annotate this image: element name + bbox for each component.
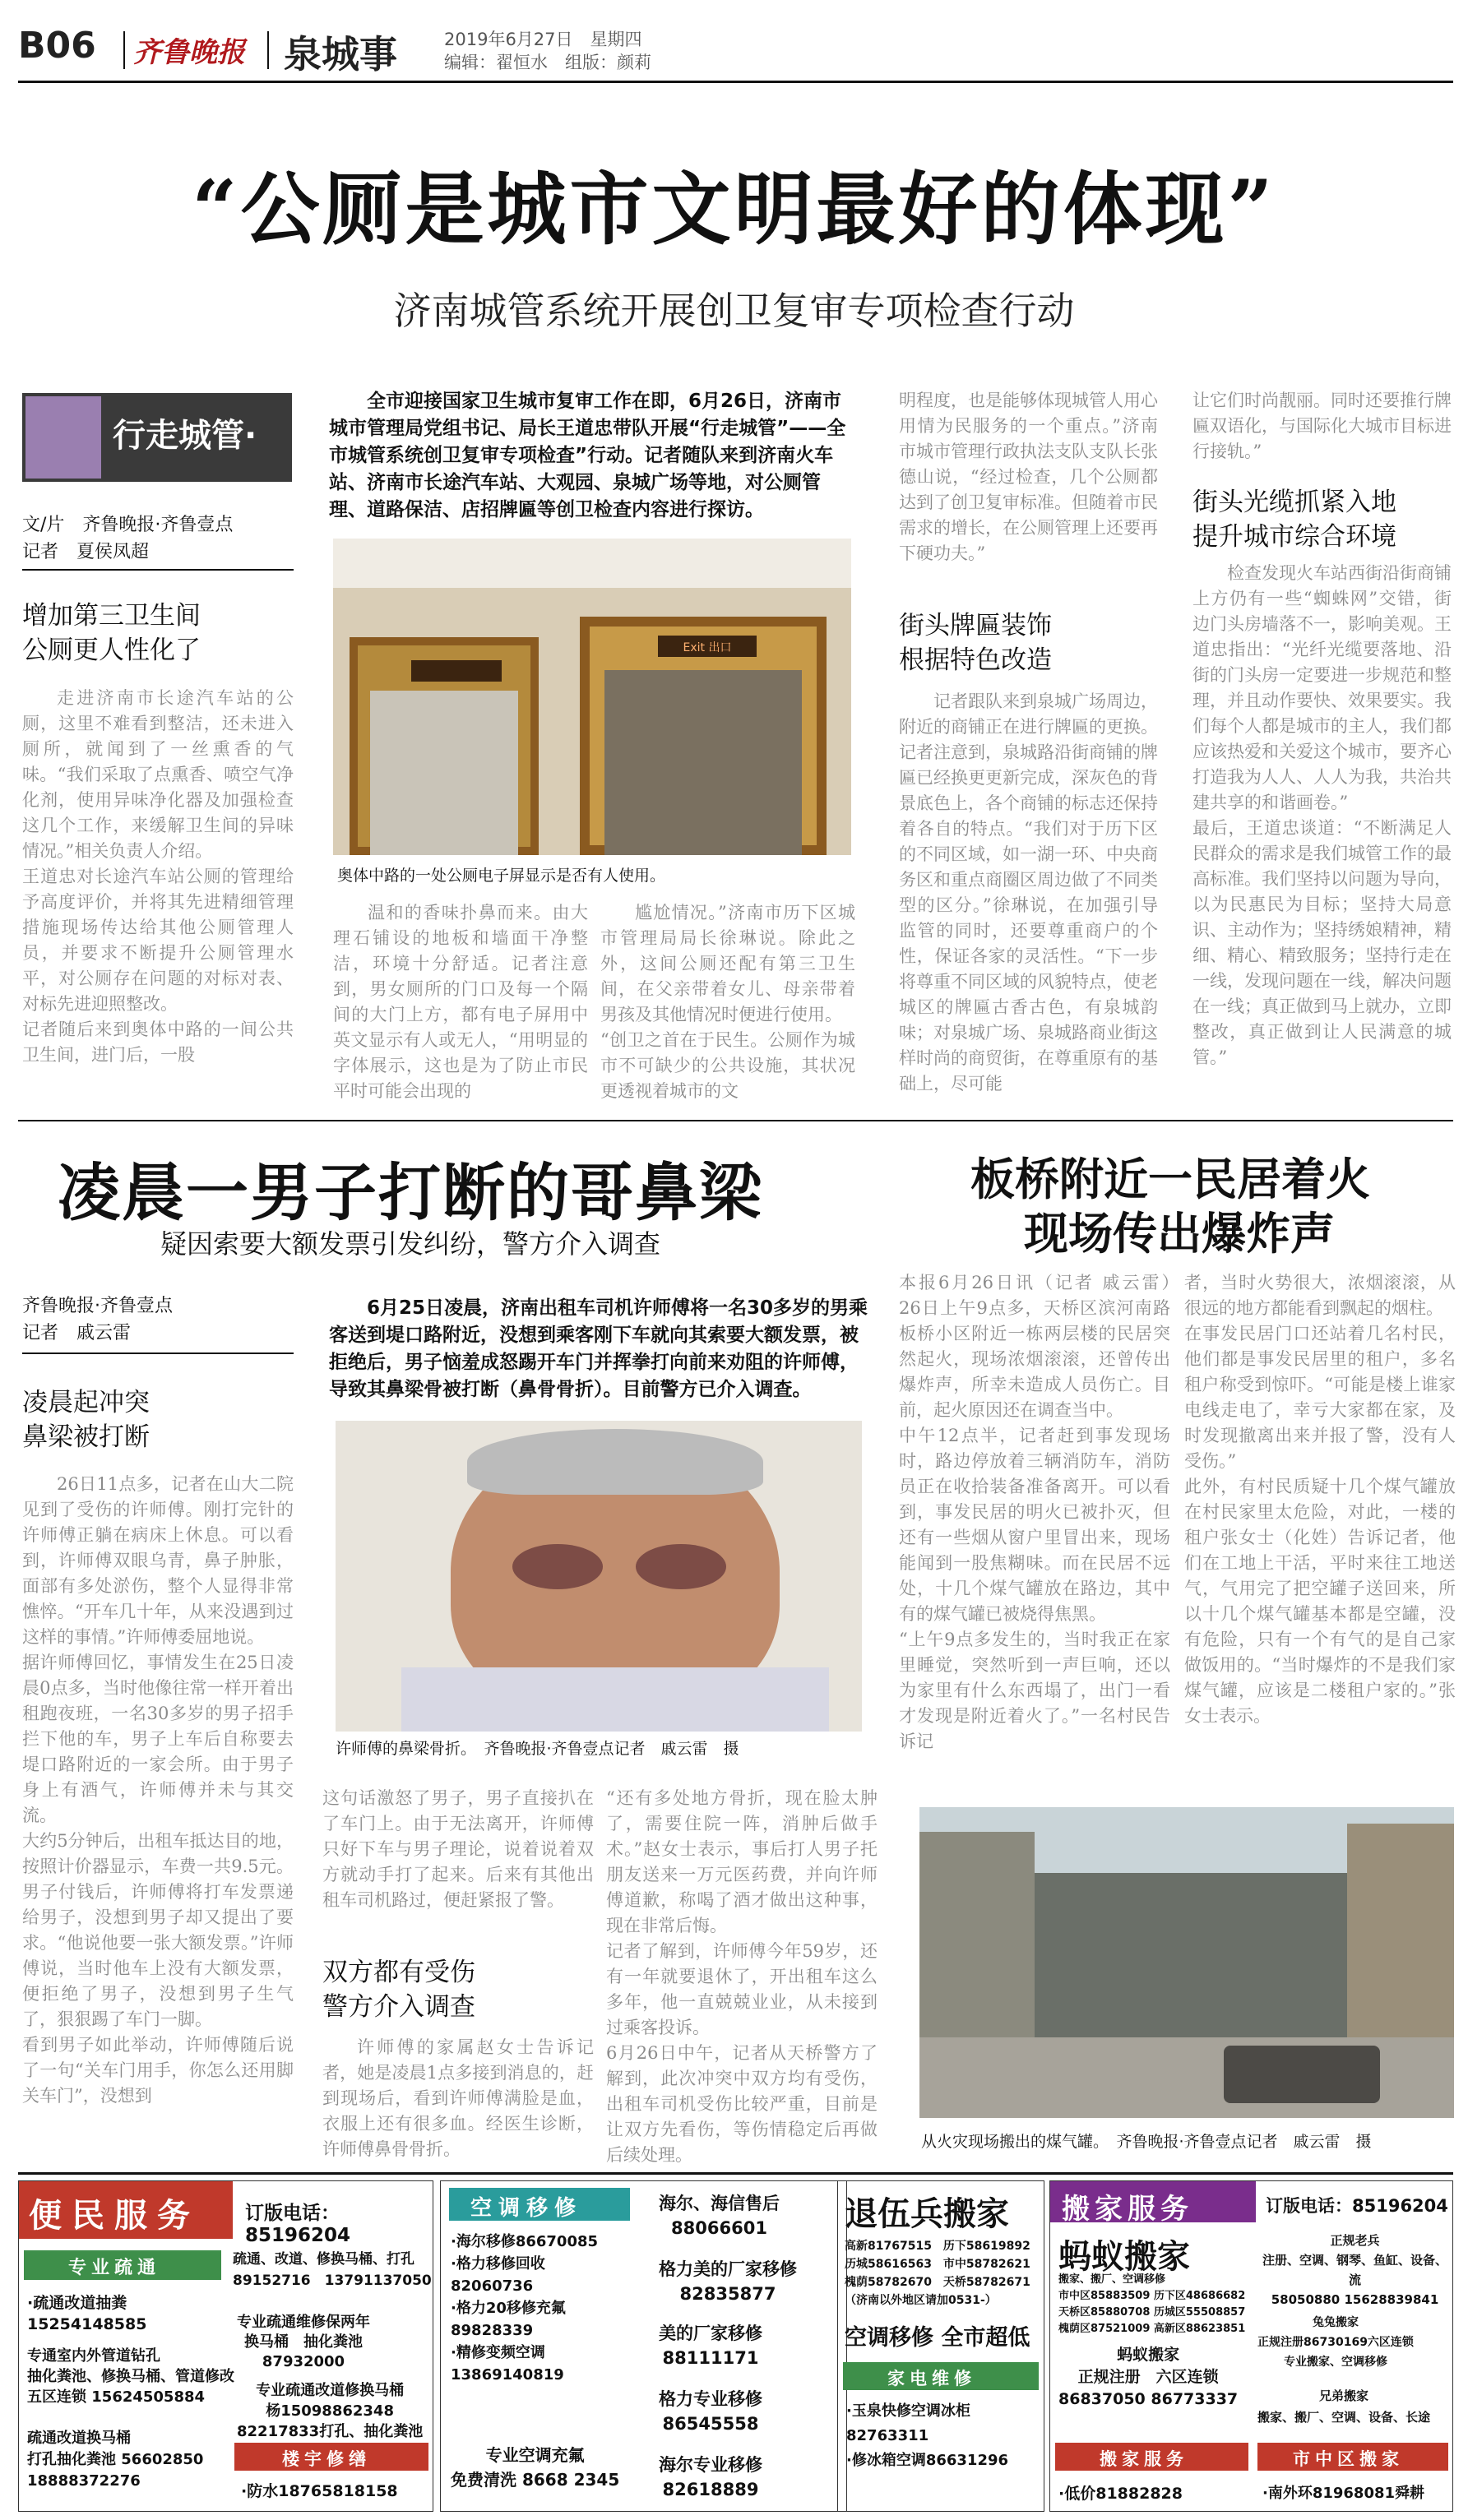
- ad-bianmin-2: 专通室内外管道钻孔 抽化粪池、修换马桶、管道修改 五区连锁 15624505884: [27, 2347, 234, 2406]
- ad-kongtiao-4: 格力美的厂家移修 82835877: [659, 2259, 797, 2304]
- ad-bianmin-1: ·疏通改道抽粪 15254148585: [27, 2294, 147, 2333]
- ad-tuiwu-3: 空调移修 全市超低: [845, 2325, 1030, 2351]
- ad-kongtiao-6: 格力专业移修 86545558: [659, 2389, 762, 2434]
- ad-kongtiao-5: 美的厂家移修 88111171: [659, 2323, 762, 2368]
- story2-col2a: 这句话激怒了男子，男子直接扒在了车门上。由于无法离开，许师傅只好下车与男子理论，说着说着双方就动手打了起来。后来有其他出租车司机路过，便赶紧报了警。: [322, 1788, 594, 1910]
- photo-bruise-left: [512, 1544, 603, 1589]
- ad-kongtiao-3: 海尔、海信售后 88066601: [659, 2194, 780, 2238]
- ad-kongtiao-title: 空调移修: [470, 2196, 583, 2221]
- ad-tuiwu: [837, 2180, 1044, 2512]
- story2-subheadline: 疑因索要大额发票引发纠纷，警方介入调查: [160, 1228, 661, 1260]
- ad-tuiwu-title: 退伍兵搬家: [845, 2195, 1009, 2233]
- column-tag-photo: [25, 396, 101, 479]
- ad-bianmin-title: 便民服务: [29, 2197, 200, 2235]
- story2-subhead-1: 凌晨起冲突 鼻梁被打断: [22, 1388, 150, 1452]
- photo-exit-sign: Exit 出口: [683, 641, 732, 654]
- story2-col1: 26日11点多，记者在山大二院见到了受伤的许师傅。刚打完针的许师傅正躺在病床上休息。可以看到，许师傅双眼乌青，鼻子肿胀，面部有多处淤伤，整个人显得非常憔悴。“开车几十年，从来没遇到过这样的事情。”许师傅委屈地说。 据许师傅回忆，事情发生在25日凌晨0点多，当时他像往常一样开着出租跑夜班，一名30多岁的男子招手拦下他的车，男子上车后自称要去堤口路附近的一家会所。由于男子身上有酒气，许师傅并未与其交流。 大约5分钟后，出租车抵达目的地，按照计价器显示，车费一共9.5元。男子付钱后，许师傅将打车发票递给男子，没想到男子却又提出了要求。“他说他要一张大额发票。”许师傅说，当时他车上没有大额发票，便拒绝了男子，没想到男子生气了，狠狠踢了车门一脚。 看到男子如此举动，许师傅随后说了一句“关车门用手，你怎么还用脚关车门”，没想到: [22, 1474, 294, 2106]
- story1-col4a: 明程度，也是能够体现城管人用心用情为民服务的一个重点。”济南市城市管理行政执法支队支队长张德山说，“经过检查，几个公厕都达到了创卫复审标准。但随着市民需求的增长，在公厕管理上还要再下硬功夫。”: [899, 391, 1158, 563]
- ad-banjia-5: 正规老兵 注册、空调、钢琴、鱼缸、设备、流 58050880 15628839841: [1262, 2233, 1447, 2307]
- story2-col3: “还有多处地方骨折，现在脸太肿了，需要住院一阵，消肿后做手术。”赵女士表示，事后打人男子托朋友送来一万元医药费，并向许师傅道歉，称喝了酒才做出这种事，现在非常后悔。 记者了解到，许师傅今年59岁，还有一年就要退休了，开出租车这么多年，他一直兢兢业业，从未接到过乘客投诉。 6月26日中午，记者从天桥警方了解到，此次冲突中双方均有受伤，出租车司机受伤比较严重，目前是让双方先看伤，等伤情稳定后再做后续处理。: [606, 1788, 878, 2165]
- page-number: B06: [18, 25, 96, 67]
- story-divider: [18, 1120, 1453, 1121]
- editor-line: 编辑：翟恒水 组版：颜莉: [444, 53, 651, 72]
- story2-photo: [336, 1421, 862, 1732]
- photo-ceiling: [333, 539, 851, 588]
- photo-glass: [370, 691, 518, 855]
- story2-byline-rule: [22, 1352, 294, 1354]
- photo-glass-2: [604, 670, 802, 855]
- paper-logo: 齐鲁晚报: [133, 36, 245, 69]
- story2-col2b: 许师傅的家属赵女士告诉记者，她是凌晨1点多接到消息的，赶到现场后，看到许师傅满脸是血，衣服上还有很多血。经医生诊断，许师傅鼻骨骨折。: [322, 2037, 594, 2159]
- ad-bianmin-6: 专业疏通改道修换马桶 杨15098862348 82217833打孔、抽化粪池: [237, 2382, 424, 2440]
- story1-headline: “公厕是城市文明最好的体现”: [192, 163, 1276, 256]
- story3-headline-2: 现场传出爆炸声: [1024, 1207, 1335, 1260]
- header-divider-2: [267, 31, 269, 69]
- story2-subhead-2: 双方都有受伤 警方介入调查: [322, 1958, 475, 2022]
- story1-col5a: 让它们时尚靓丽。同时还要推行牌匾双语化，与国际化大城市目标进行接轨。”: [1192, 391, 1452, 461]
- issue-date: 2019年6月27日 星期四: [444, 30, 642, 49]
- story1-subhead-1: 增加第三卫生间 公厕更人性化了: [22, 601, 201, 665]
- story2-byline-2: 记者 戚云雷: [22, 1323, 132, 1343]
- ad-banjia: [1049, 2180, 1453, 2512]
- ad-bianmin-3: 疏通改道换马桶 打孔抽化粪池 56602850 18888372276: [27, 2430, 204, 2490]
- ad-banjia-6: 兔兔搬家 正规注册86730169六区连锁 专业搬家、空调移修: [1257, 2316, 1414, 2369]
- ad-banjia-4: ·低价81882828: [1058, 2485, 1183, 2503]
- ad-bianmin-7: ·防水18765818158: [241, 2482, 398, 2500]
- photo-bruise-right: [636, 1544, 726, 1589]
- story1-byline-2: 记者 夏侯凤超: [22, 542, 150, 562]
- story1-col1: 走进济南市长途汽车站的公厕，这里不难看到整洁，还未进入厕所，就闻到了一丝熏香的气味。“我们采取了点熏香、喷空气净化剂，使用异味净化器及加强检查这几个工作，来缓解卫生间的异味情况。”相关负责人介绍。 王道忠对长途汽车站公厕的管理给予高度评价，并将其先进精细管理措施现场传达给其他公厕管理人员，并要求不断提升公厕管理水平，对公厕存在问题的对标对表、对标先进迎照整改。 记者随后来到奥体中路的一间公共卫生间，进门后，一股: [22, 688, 294, 1065]
- story2-headline: 凌晨一男子打断的哥鼻梁: [58, 1156, 763, 1229]
- story1-col3: 尴尬情况。”济南市历下区城市管理局局长徐琳说。除此之外，这间公厕还配有第三卫生间，在父亲带着女儿、母亲带着男孩及其他情况时便进行使用。 “创卫之首在于民生。公厕作为城市不可缺少的公共设施，其状况更透视着城市的文: [600, 903, 855, 1101]
- story3-photo: [919, 1807, 1454, 2118]
- ad-tuiwu-2: 高新81767515 历下58619892 历城58616563 市中58782621 槐荫58782670 天桥58782671 （济南以外地区请加0531-）: [845, 2240, 1030, 2307]
- story3-photo-caption: 从火灾现场搬出的煤气罐。 齐鲁晚报·齐鲁壹点记者 戚云雷 摄: [921, 2133, 1372, 2151]
- photo-hair: [467, 1429, 763, 1495]
- story3-col1: 本报6月26日讯（记者 戚云雷） 26日上午9点多，天桥区滨河南路板桥小区附近一栋两层楼的民居突然起火，现场浓烟滚滚，还曾传出爆炸声，所幸未造成人员伤亡。目前，起火原因还在调查当中。 中午12点半，记者赶到事发现场时，路边停放着三辆消防车，消防员正在收拾装备准备离开。可以看到，事发民居的明火已被扑灭，但还有一些烟从窗户里冒出来，现场能闻到一股焦糊味。而在民居不远处，十几个煤气罐放在路边，其中有的煤气罐已被烧得焦黑。 “上午9点多发生的，当时我正在家里睡觉，突然听到一声巨响，还以为家里有什么东西塌了，出门一看才发现是附近着火了。”一名村民告诉记: [899, 1273, 1170, 1751]
- ad-bianmin: [18, 2180, 433, 2512]
- ad-kongtiao: [440, 2180, 847, 2512]
- story1-col5b: 检查发现火车站西街沿街商铺上方仍有一些“蜘蛛网”交错，街边门头房墙落不一，影响美观。王道忠指出：“光纤光缆要落地、沿街的门头房一定要进一步规范和整理，并且动作要快、效果要实。我们每个人都是城市的主人，我们都应该热爱和关爱这个城市，要齐心打造我为人人、人人为我，共治共建共享的和谐画卷。” 最后，王道忠谈道：“不断满足人民群众的需求是我们城管工作的最高标准。我们坚持以问题为导向，以为民惠民为目标；坚持大局意识、主动作为；坚持绣娘精神，精细、精心、精致服务；坚持行走在一线，发现问题在一线，解决问题在一线；真正做到马上就办，立即整改，真正做到让人民满意的城管。”: [1192, 563, 1452, 1067]
- header-divider: [123, 31, 125, 69]
- ad-bianmin-phone: 订版电话：85196204: [245, 2203, 351, 2246]
- story1-subhead-2: 街头牌匾装饰 根据特色改造: [899, 611, 1052, 675]
- ad-banjia-cat: 搬家服务: [1100, 2449, 1188, 2469]
- ad-banjia-phone: 订版电话：85196204: [1266, 2196, 1448, 2216]
- ad-tuiwu-cat: 家电维修: [887, 2369, 976, 2388]
- ad-banjia-cat2: 市中区搬家: [1293, 2449, 1404, 2469]
- story3-headline-1: 板桥附近一民居着火: [970, 1153, 1370, 1205]
- story2-photo-caption: 许师傅的鼻梁骨折。 齐鲁晚报·齐鲁壹点记者 戚云雷 摄: [336, 1740, 739, 1758]
- ad-tuiwu-4: ·玉泉快修空调冰柜 82763311 ·修冰箱空调86631296: [846, 2402, 1009, 2469]
- ad-banjia-2: 搬家、搬厂、空调移修 市中区85883509 历下区48686682 天桥区85880708 历城区55508857 槐荫区87521009 高新区88623851: [1058, 2273, 1246, 2335]
- story1-subhead-3: 街头光缆抓紧入地 提升城市综合环境: [1192, 488, 1396, 552]
- ad-banjia-title: 搬家服务: [1062, 2193, 1193, 2226]
- column-tag: [22, 393, 292, 482]
- ad-kongtiao-2: 专业空调充氟 免费清洗 8668 2345: [451, 2445, 620, 2490]
- ad-bianmin-cat: 专业疏通: [68, 2258, 161, 2278]
- photo-tanks: [1224, 2046, 1380, 2103]
- story3-col2: 者，当时火势很大，浓烟滚滚，从很远的地方都能看到飘起的烟柱。 在事发民居门口还站着几名村民，他们都是事发民居里的租户，多名租户称受到惊吓。“可能是楼上谁家电线走电了，幸亏大家都在家，及时发现撤离出来并报了警，没有人受伤。” 此外，有村民质疑十几个煤气罐放在村民家里太危险，对此，一楼的租户张女士（化姓）告诉记者，他们在工地上干活，平时来往工地送气，气用完了把空罐子送回来，所以十几个煤气罐基本都是空罐，没有危险，只有一个有气的是自己家做饭用的。“当时爆炸的不是我们家煤气罐，应该是二楼租户家的。”张女士表示。: [1184, 1273, 1456, 1726]
- ads-top-rule: [18, 2172, 1453, 2175]
- ad-banjia-1: 蚂蚁搬家: [1058, 2238, 1190, 2276]
- ad-banjia-7: 兄弟搬家 搬家、搬厂、空调、设备、长途: [1257, 2388, 1431, 2425]
- ad-kongtiao-1: ·海尔移修86670085 ·格力移修回收 82060736 ·格力20移修充氟 89828339 ·精修变频空调 13869140819: [451, 2233, 599, 2384]
- story1-photo: [333, 539, 851, 855]
- story1-byline-1: 文/片 齐鲁晚报·齐鲁壹点: [22, 515, 234, 535]
- story1-col2: 温和的香味扑鼻而来。由大理石铺设的地板和墙面干净整洁，环境十分舒适。记者注意到，男女厕所的门口及每一个隔间的大门上方，都有电子屏用中英文显示有人或无人，“用明显的字体展示，这也是为了防止市民平时可能会出现的: [333, 903, 588, 1101]
- section-title: 泉城事: [284, 32, 397, 76]
- column-tag-text: 行走城管·: [113, 417, 257, 455]
- story1-subheadline: 济南城管系统开展创卫复审专项检查行动: [393, 289, 1075, 333]
- story1-col4b: 记者跟队来到泉城广场周边，附近的商铺正在进行牌匾的更换。记者注意到，泉城路沿街商铺的牌匾已经换更更新完成，深灰色的背景底色上，各个商铺的标志还保持着各自的特点。“我们对于历下区的不同区域，如一湖一环、中央商务区和重点商圈区周边做了不同类型的区分。”徐琳说，在加强引导监管的同时，还要尊重商户的个性，保证各家的灵活性。“下一步将尊重不同区域的风貌特点，使老城区的牌匾古香古色，有泉城韵味；对泉城广场、泉城路商业街这样时尚的商贸街，在尊重原有的基础上，尽可能: [899, 691, 1158, 1094]
- story1-photo-caption: 奥体中路的一处公厕电子屏显示是否有人使用。: [337, 867, 666, 885]
- ad-bianmin-5: 专业疏通维修保两年 换马桶 抽化粪池 87932000: [237, 2314, 370, 2370]
- ad-banjia-3: 蚂蚁搬家 正规注册 六区连锁 86837050 86773337: [1058, 2346, 1239, 2408]
- ad-bianmin-4: 疏通、改道、修换马桶、打孔 89152716 13791137050: [233, 2251, 432, 2289]
- byline-rule: [22, 569, 294, 571]
- story2-lead: 6月25日凌晨，济南出租车司机许师傅将一名30多岁的男乘客送到堤口路附近，没想到乘客刚下车就向其索要大额发票，被拒绝后，男子恼羞成怒踢开车门并挥拳打向前来劝阻的许师傅，导致其鼻梁骨被打断（鼻骨骨折）。目前警方已介入调查。: [329, 1297, 868, 1400]
- story2-byline-1: 齐鲁晚报·齐鲁壹点: [22, 1296, 173, 1316]
- photo-sign-1: [411, 660, 502, 682]
- ad-bianmin-cat2: 楼宇修缮: [282, 2449, 371, 2469]
- story1-lead: 全市迎接国家卫生城市复审工作在即，6月26日，济南市城市管理局党组书记、局长王道忠带队开展“行走城管”——全市城管系统创卫复审专项检查”行动。记者随队来到济南火车站、济南市长途汽车站、大观园、泉城广场等地，对公厕管理、道路保洁、店招牌匾等创卫检查内容进行探访。: [329, 391, 846, 520]
- photo-shirt: [401, 1667, 829, 1732]
- header-rule: [18, 81, 1453, 83]
- ad-banjia-8: ·南外环81968081舜耕: [1262, 2485, 1425, 2502]
- ad-kongtiao-7: 海尔专业移修 82618889: [659, 2455, 762, 2499]
